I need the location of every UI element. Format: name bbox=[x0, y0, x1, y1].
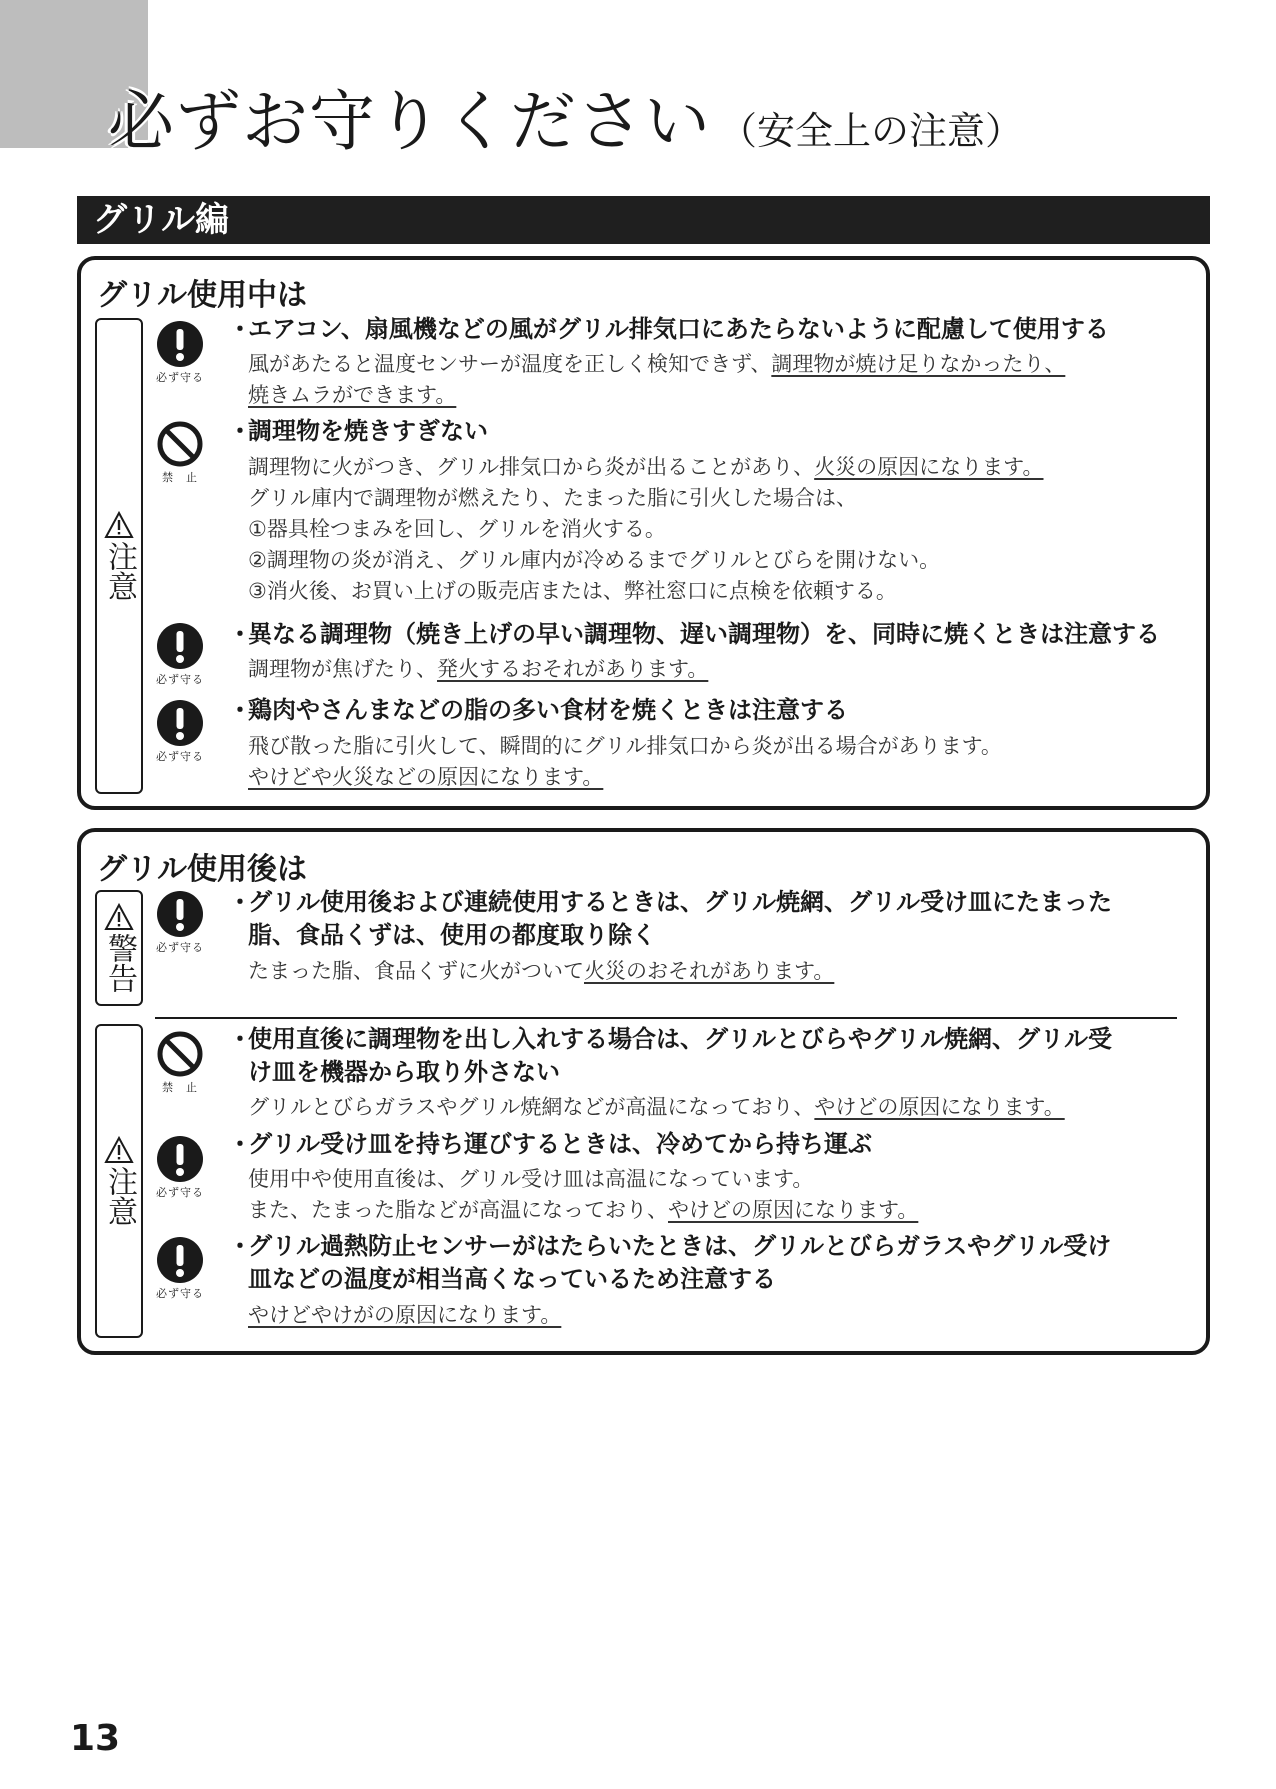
item-title: ・ グリル過熱防止センサーがはたらいたときは、グリルとびらガラスやグリル受け 皿などの温度が相当高くなっているため注意する bbox=[228, 1232, 1112, 1293]
warning-triangle-icon bbox=[104, 1136, 134, 1164]
warning-text: 警告 bbox=[102, 933, 137, 993]
item-body: たまった脂、食品くずに火がついて火災のおそれがあります。 bbox=[248, 959, 835, 983]
item-title: ・ グリル受け皿を持ち運びするときは、冷めてから持ち運ぶ bbox=[228, 1130, 872, 1158]
section-header: グリル編 bbox=[77, 196, 1210, 244]
must-caption: 必ず守る bbox=[156, 371, 204, 384]
item-body: やけどやけがの原因になります。 bbox=[248, 1303, 562, 1327]
caution-label bbox=[95, 318, 143, 794]
prohibited-icon bbox=[150, 420, 210, 485]
item-title: ・ グリル使用後および連続使用するときは、グリル焼網、グリル受け皿にたまった 脂、食品くずは、使用の都度取り除く bbox=[228, 888, 1112, 949]
must-icon: 必ず守る bbox=[150, 622, 210, 687]
must-icon bbox=[150, 320, 210, 385]
item-title: ・ 調理物を焼きすぎない bbox=[228, 417, 488, 445]
page-number: 13 bbox=[70, 1718, 121, 1759]
item-title: ・ 鶏肉やさんまなどの脂の多い食材を焼くときは注意する bbox=[228, 696, 848, 724]
box-heading: グリル使用後は bbox=[97, 852, 307, 887]
item-body: 使用中や使用直後は、グリル受け皿は高温になっています。 また、たまった脂などが高温になっており、やけどの原因になります。 bbox=[248, 1167, 919, 1222]
page-title bbox=[108, 68, 1023, 163]
item-title: ・ 使用直後に調理物を出し入れする場合は、グリルとびらやグリル焼網、グリル受 け皿を機器から取り外さない bbox=[228, 1025, 1112, 1086]
prohibited-icon: 禁 止 bbox=[150, 1030, 210, 1095]
item-body: 調理物が焦げたり、発火するおそれがあります。 bbox=[248, 657, 709, 681]
item-title: ・ エアコン、扇風機などの風がグリル排気口にあたらないように配慮して使用する bbox=[228, 315, 1109, 343]
item-body: 調理物に火がつき、グリル排気口から炎が出ることがあり、火災の原因になります。 グリル庫内で調理物が燃えたり、たまった脂に引火した場合は、 ①器具栓つまみを回し、グリルを消火する。 ②調理物の炎が消え、グリル庫内が冷めるまでグリルとびらを開けない。 ③消火後、お買い上げの販売店または、弊社窓口に点検を依頼する。 bbox=[248, 455, 1044, 603]
warning-triangle-icon bbox=[104, 511, 134, 539]
item-body: 風があたると温度センサーが温度を正しく検知できず、調理物が焼け足りなかったり、 焼きムラができます。 bbox=[248, 352, 1066, 407]
must-icon: 必ず守る bbox=[150, 890, 210, 955]
caution-label: 注意 bbox=[95, 1024, 143, 1338]
prohibited-caption: 禁 止 bbox=[162, 471, 198, 484]
must-icon: 必ず守る bbox=[150, 1236, 210, 1301]
item-body: 飛び散った脂に引火して、瞬間的にグリル排気口から炎が出る場合があります。 やけどや火災などの原因になります。 bbox=[248, 734, 1002, 789]
title-main: 必ずお守りください bbox=[108, 83, 711, 160]
warning-triangle-icon bbox=[104, 903, 134, 931]
box-heading: グリル使用中は bbox=[97, 278, 307, 313]
item-body: グリルとびらガラスやグリル焼網などが高温になっており、やけどの原因になります。 bbox=[248, 1095, 1065, 1119]
section-divider bbox=[155, 1017, 1177, 1019]
must-icon: 必ず守る bbox=[150, 699, 210, 764]
title-sub: （安全上の注意） bbox=[719, 109, 1024, 153]
item-title: ・ 異なる調理物（焼き上げの早い調理物、遅い調理物）を、同時に焼くときは注意する bbox=[228, 620, 1160, 648]
must-icon: 必ず守る bbox=[150, 1135, 210, 1200]
caution-text: 注意 bbox=[102, 541, 137, 601]
warning-label bbox=[95, 890, 143, 1006]
